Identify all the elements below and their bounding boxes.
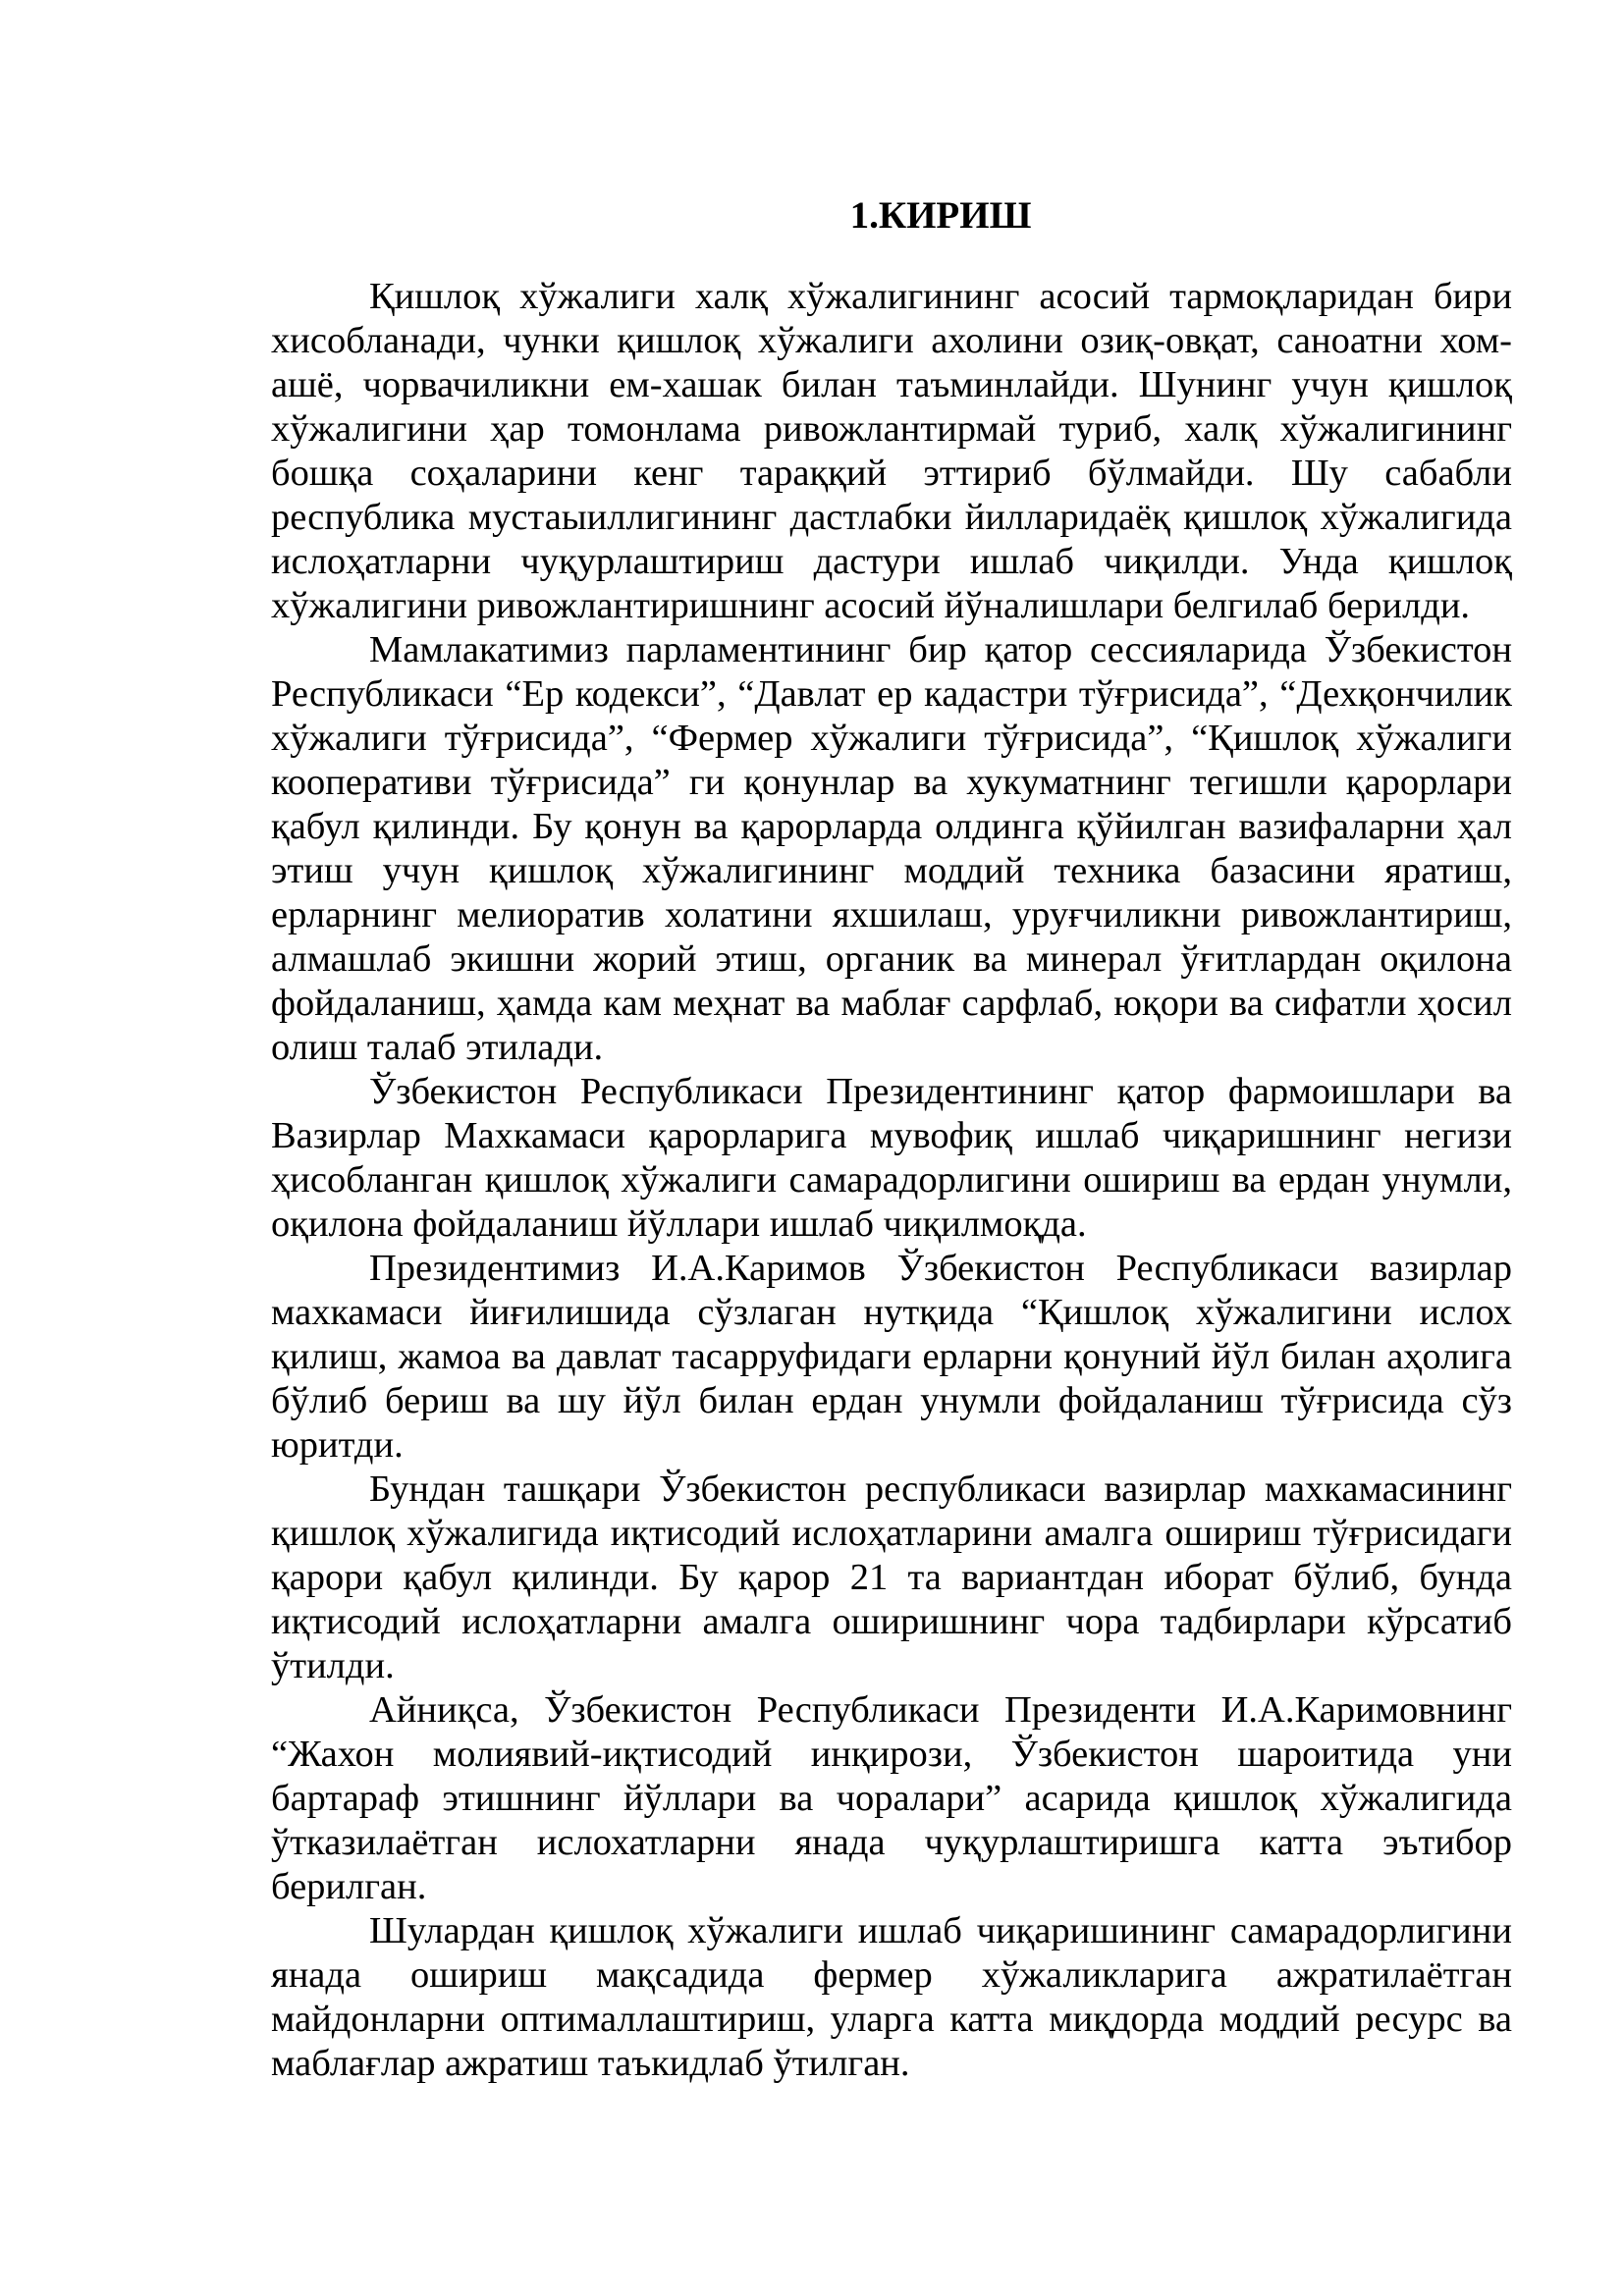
paragraph-5: Бундан ташқари Ўзбекистон республикаси вазирлар махкамасининг қишлоқ хўжалигида иқтисодий ислоҳатларини амалга ошириш тўғрисидаги қарори қабул қилинди. Бу қарор 21 та вариантдан иборат бўлиб, бунда иқтисодий ислоҳатларни амалга оширишнинг чора тадбирлари кўрсатиб ўтилди.: [271, 1468, 1512, 1686]
paragraph-7: Шулардан қишлоқ хўжалиги ишлаб чиқаришининг самарадорлигини янада ошириш мақсадида фермер хўжаликларига ажратилаётган майдонларни оптималлаштириш, уларга катта миқдорда моддий ресурс ва маблағлар ажратиш таъкидлаб ўтилган.: [271, 1910, 1512, 2084]
paragraph-3: Ўзбекистон Республикаси Президентининг қатор фармоишлари ва Вазирлар Махкамаси қарорларига мувофиқ ишлаб чиқаришнинг негизи ҳисобланган қишлоқ хўжалиги самарадорлигини ошириш ва ердан унумли, оқилона фойдаланиш йўллари ишлаб чиқилмоқда.: [271, 1071, 1512, 1245]
paragraph-1: Қишлоқ хўжалиги халқ хўжалигининг асосий тармоқларидан бири хисобланади, чунки қишлоқ хўжалиги ахолини озиқ-овқат, саноатни хом-ашё, чорвачиликни ем-хашак билан таъминлайди. Шунинг учун қишлоқ хўжалигини ҳар томонлама ривожлантирмай туриб, халқ хўжалигининг бошқа соҳаларини кенг тараққий эттириб бўлмайди. Шу сабабли республика мустаыиллигининг дастлабки йилларидаёқ қишлоқ хўжалигида ислоҳатларни чуқурлаштириш дастури ишлаб чиқилди. Унда қишлоқ хўжалигини ривожлантиришнинг асосий йўналишлари белгилаб берилди.: [271, 276, 1512, 626]
section-title: 1.КИРИШ: [849, 194, 1032, 237]
document-page: [271, 192, 1512, 2086]
paragraph-6: Айниқса, Ўзбекистон Республикаси Президенти И.А.Каримовнинг “Жахон молиявий-иқтисодий инқирози, Ўзбекистон шароитида уни бартараф этишнинг йўллари ва чоралари” асарида қишлоқ хўжалигида ўтказилаётган ислохатларни янада чуқурлаштиришга катта эътибор берилган.: [271, 1689, 1512, 1907]
paragraph-4: Президентимиз И.А.Каримов Ўзбекистон Республикаси вазирлар махкамаси йиғилишида сўзлаган нутқида “Қишлоқ хўжалигини ислох қилиш, жамоа ва давлат тасарруфидаги ерларни қонуний йўл билан аҳолига бўлиб бериш ва шу йўл билан ердан унумли фойдаланиш тўғрисида сўз юритди.: [271, 1248, 1512, 1466]
paragraph-2: Мамлакатимиз парламентининг бир қатор сессияларида Ўзбекистон Республикаси “Ер кодекси”, “Давлат ер кадастри тўғрисида”, “Дехқончилик хўжалиги тўғрисида”, “Фермер хўжалиги тўғрисида”, “Қишлоқ хўжалиги кооперативи тўғрисида” ги қонунлар ва хукуматнинг тегишли қарорлари қабул қилинди. Бу қонун ва қарорларда олдинга қўйилган вазифаларни ҳал этиш учун қишлоқ хўжалигининг моддий техника базасини яратиш, ерларнинг мелиоратив холатини яхшилаш, уруғчиликни ривожлантириш, алмашлаб экишни жорий этиш, органик ва минерал ўғитлардан оқилона фойдаланиш, ҳамда кам меҳнат ва маблағ сарфлаб, юқори ва сифатли ҳосил олиш талаб этилади.: [271, 629, 1512, 1068]
